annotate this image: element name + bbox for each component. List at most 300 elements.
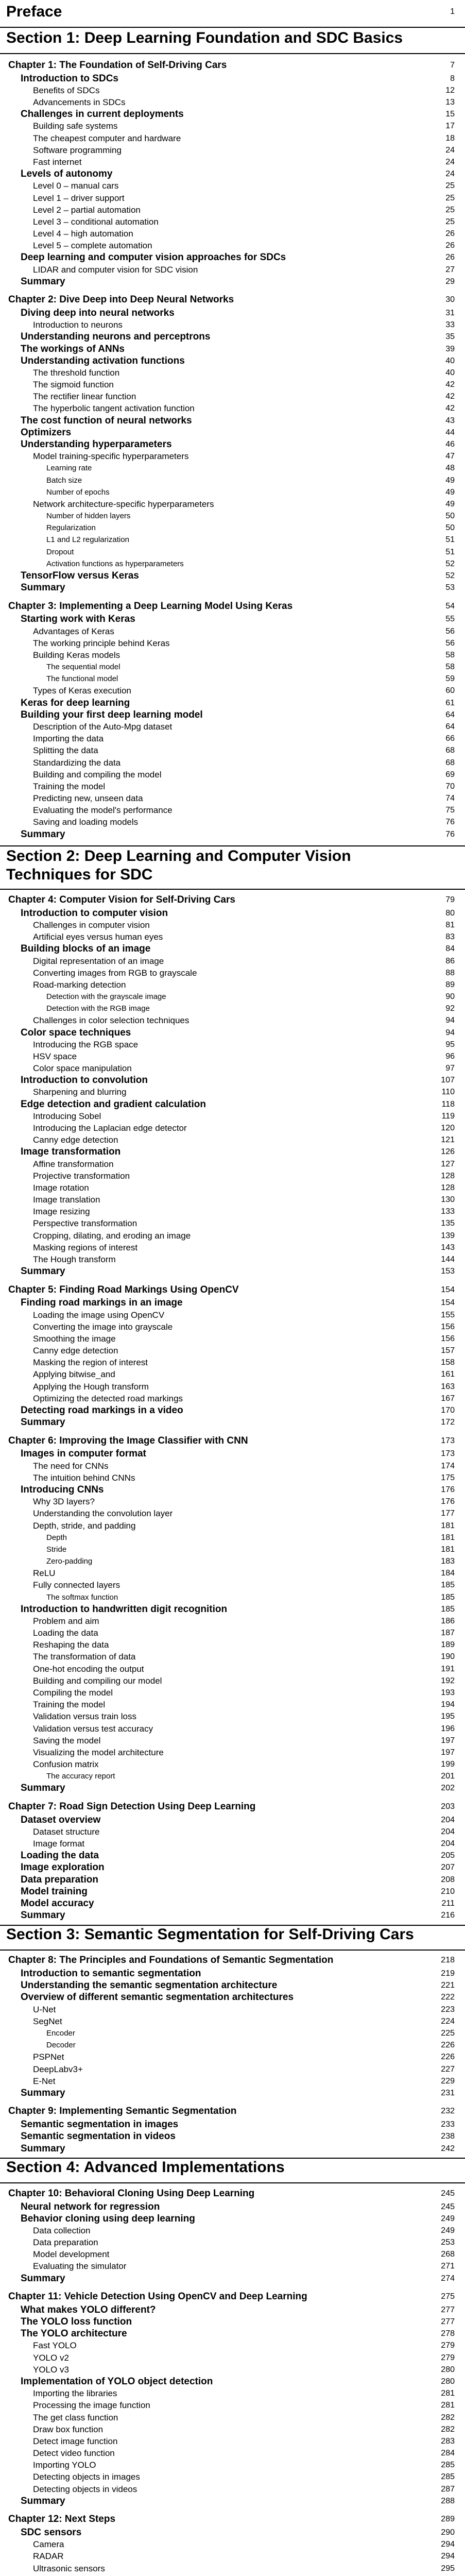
entry-title: Saving and loading models [33, 817, 139, 827]
toc-entry[interactable] [0, 1206, 465, 1217]
toc-entry[interactable] [0, 673, 465, 685]
toc-entry[interactable] [0, 2119, 465, 2130]
entry-title: Regularization [46, 523, 96, 533]
toc-entry[interactable] [0, 355, 465, 367]
entry-title: Keras for deep learning [21, 697, 130, 708]
page-number: 223 [441, 2005, 455, 2014]
entry-title: Diving deep into neural networks [21, 308, 175, 319]
toc-entry[interactable] [0, 2424, 465, 2435]
toc-entry[interactable] [0, 1368, 465, 1380]
summary-entry[interactable] [0, 828, 465, 841]
page-number: 127 [441, 1159, 455, 1168]
toc-entry[interactable] [0, 1472, 465, 1484]
entry-title: Image exploration [21, 1862, 105, 1873]
page-number: 64 [445, 710, 455, 719]
toc-entry[interactable] [0, 1699, 465, 1710]
entry-title: Chapter 9: Implementing Semantic Segmentation [8, 2106, 237, 2117]
chapter-entry[interactable] [0, 2291, 465, 2304]
toc-entry[interactable] [0, 804, 465, 816]
toc-entry[interactable] [0, 462, 465, 474]
toc-entry[interactable] [0, 1074, 465, 1086]
chapter-entry[interactable] [0, 1284, 465, 1297]
entry-title: Why 3D layers? [33, 1497, 95, 1507]
toc-entry[interactable] [0, 427, 465, 438]
entry-title: Image resizing [33, 1207, 90, 1217]
toc-entry[interactable] [0, 1663, 465, 1675]
toc-entry[interactable] [0, 1544, 465, 1555]
summary-entry[interactable] [0, 2495, 465, 2507]
toc-entry[interactable] [0, 2248, 465, 2260]
chapter-entry[interactable] [0, 294, 465, 307]
toc-entry[interactable] [0, 192, 465, 204]
toc-entry[interactable] [0, 769, 465, 781]
summary-entry[interactable] [0, 2087, 465, 2099]
page-number: 40 [445, 368, 455, 377]
toc-entry[interactable] [0, 1460, 465, 1472]
entry-title: Image format [33, 1839, 85, 1849]
toc-entry[interactable] [0, 1050, 465, 1062]
toc-entry[interactable] [0, 2483, 465, 2495]
toc-entry[interactable] [0, 1484, 465, 1496]
toc-entry[interactable] [0, 2039, 465, 2051]
section-heading[interactable] [0, 3, 465, 28]
toc-entry[interactable] [0, 2004, 465, 2015]
toc-entry[interactable] [0, 2527, 465, 2538]
toc-entry[interactable] [0, 156, 465, 168]
page-number: 170 [441, 1406, 455, 1415]
toc-entry[interactable] [0, 907, 465, 919]
toc-entry[interactable] [0, 2376, 465, 2387]
entry-title: Summary [21, 1783, 65, 1794]
toc-entry[interactable] [0, 1651, 465, 1663]
page-number: 229 [441, 2076, 455, 2086]
chapter-entry[interactable] [0, 1435, 465, 1448]
toc-entry[interactable] [0, 307, 465, 319]
toc-entry[interactable] [0, 2316, 465, 2328]
toc-entry[interactable] [0, 1591, 465, 1603]
toc-entry[interactable] [0, 438, 465, 450]
entry-title: Chapter 8: The Principles and Foundations of Semantic Segmentation [8, 1955, 334, 1966]
page-number: 42 [445, 392, 455, 401]
toc-entry[interactable] [0, 1297, 465, 1309]
entry-title: Detection with the RGB image [46, 1004, 150, 1013]
section-heading[interactable] [0, 2158, 465, 2183]
entry-title: Neural network for regression [21, 2201, 160, 2212]
page-number: 118 [441, 1099, 455, 1109]
page-number: 204 [441, 1839, 455, 1849]
toc-entry[interactable] [0, 1194, 465, 1206]
toc-entry[interactable] [0, 1182, 465, 1194]
toc-entry[interactable] [0, 613, 465, 625]
entry-title: Compiling the model [33, 1688, 113, 1698]
entry-title: YOLO v2 [33, 2352, 69, 2363]
toc-entry[interactable] [0, 781, 465, 792]
toc-entry[interactable] [0, 1357, 465, 1368]
toc-entry[interactable] [0, 2213, 465, 2225]
page-number: 126 [441, 1147, 455, 1157]
toc-entry[interactable] [0, 1687, 465, 1699]
toc-entry[interactable] [0, 2412, 465, 2424]
toc-entry[interactable] [0, 1735, 465, 1747]
page-number: 26 [445, 229, 455, 239]
toc-entry[interactable] [0, 1675, 465, 1687]
toc-entry[interactable] [0, 2260, 465, 2272]
page-number: 202 [441, 1784, 455, 1793]
toc-entry[interactable] [0, 1579, 465, 1591]
toc-entry[interactable] [0, 1627, 465, 1639]
entry-title: Masking regions of interest [33, 1242, 138, 1252]
page-number: 186 [441, 1616, 455, 1625]
entry-title: Data preparation [21, 1874, 98, 1885]
toc-entry[interactable] [0, 1886, 465, 1897]
entry-title: Image rotation [33, 1182, 89, 1193]
toc-entry[interactable] [0, 1309, 465, 1321]
toc-entry[interactable] [0, 1381, 465, 1393]
toc-entry[interactable] [0, 2471, 465, 2483]
entry-title: Section 4: Advanced Implementations [6, 2159, 285, 2176]
toc-entry[interactable] [0, 240, 465, 251]
entry-title: Importing the libraries [33, 2388, 117, 2399]
toc-entry[interactable] [0, 144, 465, 156]
page-number: 157 [441, 1346, 455, 1355]
toc-entry[interactable] [0, 1146, 465, 1158]
summary-entry[interactable] [0, 2273, 465, 2285]
toc-entry[interactable] [0, 1555, 465, 1567]
toc-entry[interactable] [0, 2304, 465, 2316]
toc-entry[interactable] [0, 1158, 465, 1170]
page-number: 185 [441, 1592, 455, 1602]
toc-entry[interactable] [0, 2563, 465, 2574]
toc-entry[interactable] [0, 450, 465, 462]
entry-title: Section 1: Deep Learning Foundation and SDC Basics [6, 29, 403, 47]
page-number: 60 [445, 686, 455, 696]
entry-title: Summary [21, 276, 65, 287]
toc-entry[interactable] [0, 73, 465, 84]
page-number: 24 [445, 145, 455, 155]
toc-entry[interactable] [0, 1217, 465, 1229]
toc-entry[interactable] [0, 2538, 465, 2550]
page-number: 40 [445, 356, 455, 365]
page-number: 232 [441, 2107, 455, 2116]
entry-title: Preface [6, 3, 62, 20]
toc-entry[interactable] [0, 721, 465, 733]
toc-entry[interactable] [0, 979, 465, 991]
toc-entry[interactable] [0, 1393, 465, 1404]
page-number: 61 [445, 698, 455, 707]
summary-entry[interactable] [0, 276, 465, 288]
toc-entry[interactable] [0, 1639, 465, 1651]
toc-entry[interactable] [0, 546, 465, 558]
entry-title: Semantic segmentation in images [21, 2119, 179, 2130]
toc-entry[interactable] [0, 2236, 465, 2248]
toc-entry[interactable] [0, 1039, 465, 1050]
toc-entry[interactable] [0, 1520, 465, 1532]
entry-title: Overview of different semantic segmentation architectures [21, 1992, 294, 2003]
summary-entry[interactable] [0, 1265, 465, 1278]
toc-entry[interactable] [0, 2051, 465, 2063]
toc-entry[interactable] [0, 474, 465, 486]
page-number: 203 [441, 1802, 455, 1811]
toc-entry[interactable] [0, 1062, 465, 1074]
toc-entry[interactable] [0, 132, 465, 144]
toc-entry[interactable] [0, 1230, 465, 1242]
toc-entry[interactable] [0, 1991, 465, 2003]
entry-title: Validation versus train loss [33, 1711, 136, 1722]
page-number: 279 [441, 2341, 455, 2350]
entry-title: Summary [21, 2087, 65, 2098]
toc-entry[interactable] [0, 216, 465, 228]
entry-title: Activation functions as hyperparameters [46, 559, 184, 568]
chapter-entry[interactable] [0, 2188, 465, 2201]
entry-title: Canny edge detection [33, 1135, 118, 1145]
entry-title: Introducing the RGB space [33, 1039, 139, 1049]
section-heading[interactable] [0, 845, 465, 890]
page-number: 66 [445, 734, 455, 743]
page-number: 287 [441, 2484, 455, 2494]
toc-entry[interactable] [0, 1098, 465, 1110]
toc-entry[interactable] [0, 792, 465, 804]
toc-entry[interactable] [0, 204, 465, 216]
toc-entry[interactable] [0, 1814, 465, 1826]
entry-title: Summary [21, 2143, 65, 2154]
toc-entry[interactable] [0, 661, 465, 673]
entry-title: HSV space [33, 1051, 77, 1061]
entry-title: Introduction to handwritten digit recognition [21, 1603, 228, 1615]
toc-entry[interactable] [0, 1874, 465, 1886]
toc-entry[interactable] [0, 1850, 465, 1861]
toc-entry[interactable] [0, 343, 465, 355]
page-number: 139 [441, 1231, 455, 1240]
page-number: 96 [445, 1052, 455, 1061]
toc-entry[interactable] [0, 1968, 465, 1979]
toc-entry[interactable] [0, 570, 465, 582]
page-number: 27 [445, 265, 455, 274]
page-number: 50 [445, 523, 455, 533]
toc-entry[interactable] [0, 2063, 465, 2075]
toc-entry[interactable] [0, 2340, 465, 2351]
chapter-entry[interactable] [0, 1954, 465, 1968]
toc-entry[interactable] [0, 120, 465, 132]
entry-title: Dataset overview [21, 1814, 101, 1825]
entry-title: Standardizing the data [33, 757, 121, 768]
toc-entry[interactable] [0, 1838, 465, 1850]
page-number: 110 [441, 1088, 455, 1097]
summary-entry[interactable] [0, 582, 465, 594]
page-number: 238 [441, 2132, 455, 2141]
entry-title: Dropout [46, 547, 74, 556]
toc-entry[interactable] [0, 2352, 465, 2364]
toc-entry[interactable] [0, 534, 465, 546]
toc-entry[interactable] [0, 2399, 465, 2411]
toc-entry[interactable] [0, 1110, 465, 1122]
page-number: 42 [445, 404, 455, 413]
page-number: 219 [441, 1969, 455, 1978]
toc-entry[interactable] [0, 1603, 465, 1615]
toc-entry[interactable] [0, 919, 465, 931]
page-number: 205 [441, 1851, 455, 1860]
page-number: 43 [445, 416, 455, 425]
toc-entry[interactable] [0, 96, 465, 108]
toc-entry[interactable] [0, 744, 465, 756]
summary-entry[interactable] [0, 1416, 465, 1429]
toc-entry[interactable] [0, 1014, 465, 1026]
toc-entry[interactable] [0, 402, 465, 414]
entry-title: The cost function of neural networks [21, 415, 192, 426]
toc-entry[interactable] [0, 1448, 465, 1460]
toc-entry[interactable] [0, 1507, 465, 1519]
entry-title: Understanding the semantic segmentation architecture [21, 1980, 278, 1991]
entry-title: Detecting road markings in a video [21, 1405, 183, 1416]
toc-entry[interactable] [0, 649, 465, 661]
toc-entry[interactable] [0, 84, 465, 96]
chapter-entry[interactable] [0, 2513, 465, 2527]
toc-entry[interactable] [0, 379, 465, 391]
summary-entry[interactable] [0, 1909, 465, 1922]
toc-entry[interactable] [0, 1532, 465, 1544]
toc-entry[interactable] [0, 1496, 465, 1507]
toc-entry[interactable] [0, 1747, 465, 1758]
page-number: 204 [441, 1815, 455, 1824]
toc-entry[interactable] [0, 2550, 465, 2562]
toc-entry[interactable] [0, 637, 465, 649]
toc-entry[interactable] [0, 1567, 465, 1579]
toc-entry[interactable] [0, 2075, 465, 2087]
toc-entry[interactable] [0, 367, 465, 379]
toc-entry[interactable] [0, 685, 465, 697]
toc-entry[interactable] [0, 2387, 465, 2399]
toc-entry[interactable] [0, 625, 465, 637]
toc-entry[interactable] [0, 1404, 465, 1416]
toc-entry[interactable] [0, 510, 465, 522]
toc-entry[interactable] [0, 264, 465, 276]
entry-title: Evaluating the simulator [33, 2261, 127, 2272]
section-heading[interactable] [0, 29, 465, 54]
page-number: 130 [441, 1195, 455, 1205]
page-number: 271 [441, 2262, 455, 2271]
toc-entry[interactable] [0, 1003, 465, 1014]
toc-entry[interactable] [0, 331, 465, 343]
entry-title: The get class function [33, 2412, 118, 2422]
toc-entry[interactable] [0, 2225, 465, 2236]
toc-entry[interactable] [0, 2364, 465, 2376]
toc-entry[interactable] [0, 1027, 465, 1039]
entry-title: Description of the Auto-Mpg dataset [33, 722, 173, 732]
toc-entry[interactable] [0, 2130, 465, 2142]
toc-entry[interactable] [0, 816, 465, 828]
summary-entry[interactable] [0, 1782, 465, 1794]
entry-title: Detecting objects in images [33, 2472, 140, 2482]
toc-entry[interactable] [0, 1242, 465, 1253]
toc-entry[interactable] [0, 2435, 465, 2447]
summary-entry[interactable] [0, 2143, 465, 2155]
toc-entry[interactable] [0, 1979, 465, 1991]
toc-entry[interactable] [0, 1321, 465, 1333]
page-number: 176 [441, 1497, 455, 1506]
toc-entry[interactable] [0, 931, 465, 943]
toc-entry[interactable] [0, 991, 465, 1003]
page-number: 204 [441, 1827, 455, 1836]
toc-entry[interactable] [0, 1333, 465, 1345]
toc-entry[interactable] [0, 1897, 465, 1909]
toc-entry[interactable] [0, 697, 465, 709]
toc-entry[interactable] [0, 955, 465, 967]
chapter-entry[interactable] [0, 2105, 465, 2119]
chapter-entry[interactable] [0, 1801, 465, 1814]
page-number: 154 [441, 1298, 455, 1308]
toc-entry[interactable] [0, 733, 465, 744]
chapter-entry[interactable] [0, 600, 465, 614]
toc-entry[interactable] [0, 415, 465, 427]
toc-entry[interactable] [0, 228, 465, 240]
toc-entry[interactable] [0, 1758, 465, 1770]
page-number: 156 [441, 1334, 455, 1343]
toc-entry[interactable] [0, 180, 465, 192]
chapter-entry[interactable] [0, 59, 465, 73]
toc-entry[interactable] [0, 1770, 465, 1782]
chapter-entry[interactable] [0, 894, 465, 907]
page-number: 84 [445, 944, 455, 954]
entry-title: SDC sensors [21, 2527, 82, 2538]
toc-entry[interactable] [0, 943, 465, 955]
toc-entry[interactable] [0, 251, 465, 263]
toc-entry[interactable] [0, 498, 465, 510]
entry-title: Chapter 4: Computer Vision for Self-Driving Cars [8, 894, 235, 905]
page-number: 128 [441, 1171, 455, 1180]
page-number: 274 [441, 2274, 455, 2283]
toc-entry[interactable] [0, 967, 465, 979]
toc-entry[interactable] [0, 1615, 465, 1627]
page-number: 199 [441, 1760, 455, 1769]
toc-entry[interactable] [0, 2447, 465, 2459]
toc-entry[interactable] [0, 2015, 465, 2027]
toc-entry[interactable] [0, 522, 465, 534]
page-number: 201 [441, 1772, 455, 1781]
toc-entry[interactable] [0, 108, 465, 120]
toc-entry[interactable] [0, 1134, 465, 1146]
toc-entry[interactable] [0, 757, 465, 769]
toc-entry[interactable] [0, 1122, 465, 1134]
toc-entry[interactable] [0, 2459, 465, 2471]
page-number: 50 [445, 512, 455, 521]
page-number: 42 [445, 380, 455, 389]
toc-entry[interactable] [0, 1723, 465, 1735]
page-number: 207 [441, 1863, 455, 1872]
entry-title: Loading the image using OpenCV [33, 1310, 165, 1320]
entry-title: Data preparation [33, 2238, 98, 2248]
toc-entry[interactable] [0, 1086, 465, 1098]
toc-entry[interactable] [0, 2328, 465, 2340]
page-number: 58 [445, 663, 455, 672]
toc-entry[interactable] [0, 1826, 465, 1838]
toc-entry[interactable] [0, 486, 465, 498]
toc-entry[interactable] [0, 1253, 465, 1265]
section-heading[interactable] [0, 1925, 465, 1951]
toc-entry[interactable] [0, 709, 465, 721]
entry-title: Summary [21, 1910, 65, 1921]
toc-entry[interactable] [0, 319, 465, 331]
entry-title: Applying the Hough transform [33, 1381, 149, 1392]
toc-entry[interactable] [0, 1861, 465, 1873]
toc-entry[interactable] [0, 1345, 465, 1357]
toc-entry[interactable] [0, 1170, 465, 1182]
entry-title: The accuracy report [46, 1772, 115, 1781]
toc-entry[interactable] [0, 391, 465, 402]
toc-entry[interactable] [0, 2201, 465, 2213]
toc-entry[interactable] [0, 2027, 465, 2039]
toc-entry[interactable] [0, 1710, 465, 1722]
toc-entry[interactable] [0, 168, 465, 180]
toc-entry[interactable] [0, 558, 465, 570]
